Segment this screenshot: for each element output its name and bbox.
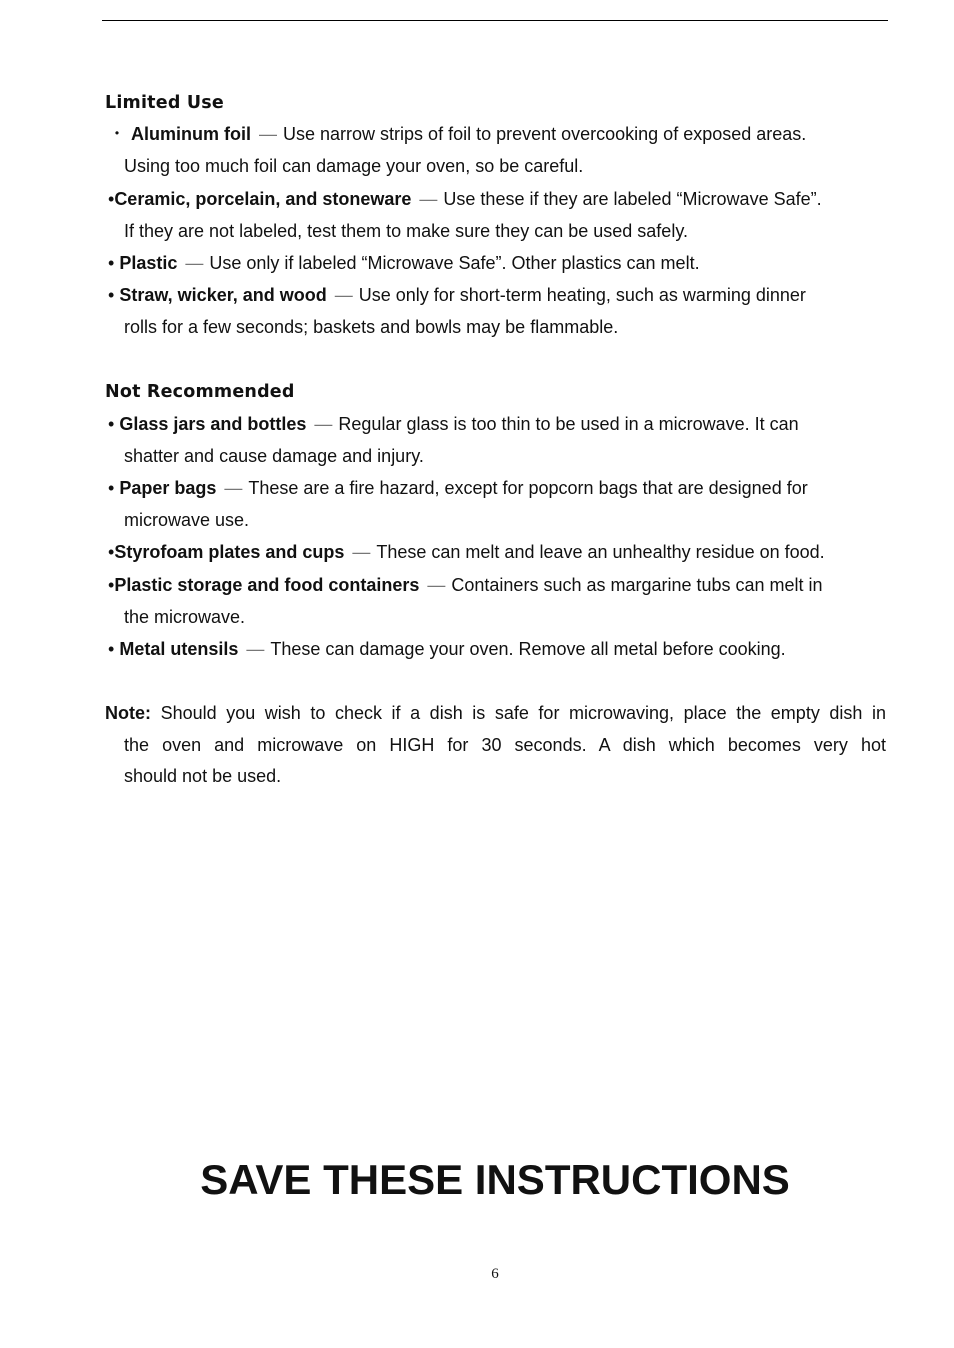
em-dash: — [314, 414, 333, 434]
item-continuation: the microwave. [124, 607, 246, 627]
em-dash: — [334, 285, 353, 305]
bullet: • [108, 414, 115, 434]
em-dash: — [419, 189, 438, 209]
note-text-1: Should you wish to check if a dish is safe for microwaving, place the empty dish in [160, 703, 886, 723]
item-continuation: shatter and cause damage and injury. [124, 446, 424, 466]
note-paragraph [105, 698, 886, 793]
em-dash: — [259, 124, 278, 144]
item-description: These can melt and leave an unhealthy residue on food. [376, 542, 825, 562]
note-line-2: the oven and microwave on HIGH for 30 seconds. A dish which becomes very hot [124, 734, 886, 755]
em-dash: — [185, 253, 204, 273]
list-item-aluminum-foil [108, 118, 888, 182]
bullet: • [108, 542, 115, 562]
item-continuation: If they are not labeled, test them to make sure they can be used safely. [124, 221, 688, 241]
list-item-paper-bags [108, 472, 888, 536]
item-term: Ceramic, porcelain, and stoneware [114, 189, 412, 209]
item-description: Use narrow strips of foil to prevent overcooking of exposed areas. [283, 124, 807, 144]
save-instructions-title: SAVE THESE INSTRUCTIONS [200, 1156, 790, 1203]
list-item-ceramic [108, 183, 888, 247]
list-item-styrofoam [108, 536, 888, 568]
list-item-plastic [108, 247, 888, 279]
item-term: Plastic [119, 253, 178, 273]
item-term: Aluminum foil [131, 124, 252, 144]
item-continuation: microwave use. [124, 510, 250, 530]
item-term: Metal utensils [119, 639, 239, 659]
bullet: • [108, 253, 115, 273]
item-term: Plastic storage and food containers [114, 575, 420, 595]
item-description: Use only for short-term heating, such as warming dinner [358, 285, 806, 305]
item-continuation: rolls for a few seconds; baskets and bowls may be flammable. [124, 317, 619, 337]
list-item-metal-utensils [108, 633, 888, 665]
item-description: Regular glass is too thin to be used in a microwave. It can [338, 414, 799, 434]
em-dash: — [427, 575, 446, 595]
header-rule [102, 20, 888, 21]
list-item-straw-wicker-wood [108, 279, 888, 343]
note-label: Note: [105, 703, 151, 723]
item-description: Containers such as margarine tubs can melt in [451, 575, 823, 595]
item-description: Use only if labeled “Microwave Safe”. Other plastics can melt. [209, 253, 700, 273]
bullet: • [108, 285, 115, 305]
bullet: • [108, 575, 115, 595]
bullet: • [108, 639, 115, 659]
item-description: Use these if they are labeled “Microwave Safe”. [443, 189, 822, 209]
note-line-3: should not be used. [124, 766, 282, 786]
item-description: These are a fire hazard, except for popcorn bags that are designed for [248, 478, 808, 498]
item-term: Paper bags [119, 478, 217, 498]
item-term: Glass jars and bottles [119, 414, 307, 434]
item-term: Styrofoam plates and cups [114, 542, 345, 562]
item-continuation: Using too much foil can damage your oven, so be careful. [124, 156, 584, 176]
em-dash: — [246, 639, 265, 659]
em-dash: — [224, 478, 243, 498]
note-line-1 [105, 698, 886, 730]
bullet: • [108, 478, 115, 498]
not-recommended-heading: Not Recommended [105, 382, 295, 402]
page-number: 6 [491, 1266, 499, 1282]
bullet: • [108, 189, 115, 209]
item-description: These can damage your oven. Remove all metal before cooking. [270, 639, 786, 659]
bullet: ・ [108, 124, 126, 144]
limited-use-heading: Limited Use [105, 93, 224, 113]
list-item-glass-jars [108, 408, 888, 472]
list-item-plastic-storage [108, 569, 888, 633]
em-dash: — [352, 542, 371, 562]
item-term: Straw, wicker, and wood [119, 285, 327, 305]
